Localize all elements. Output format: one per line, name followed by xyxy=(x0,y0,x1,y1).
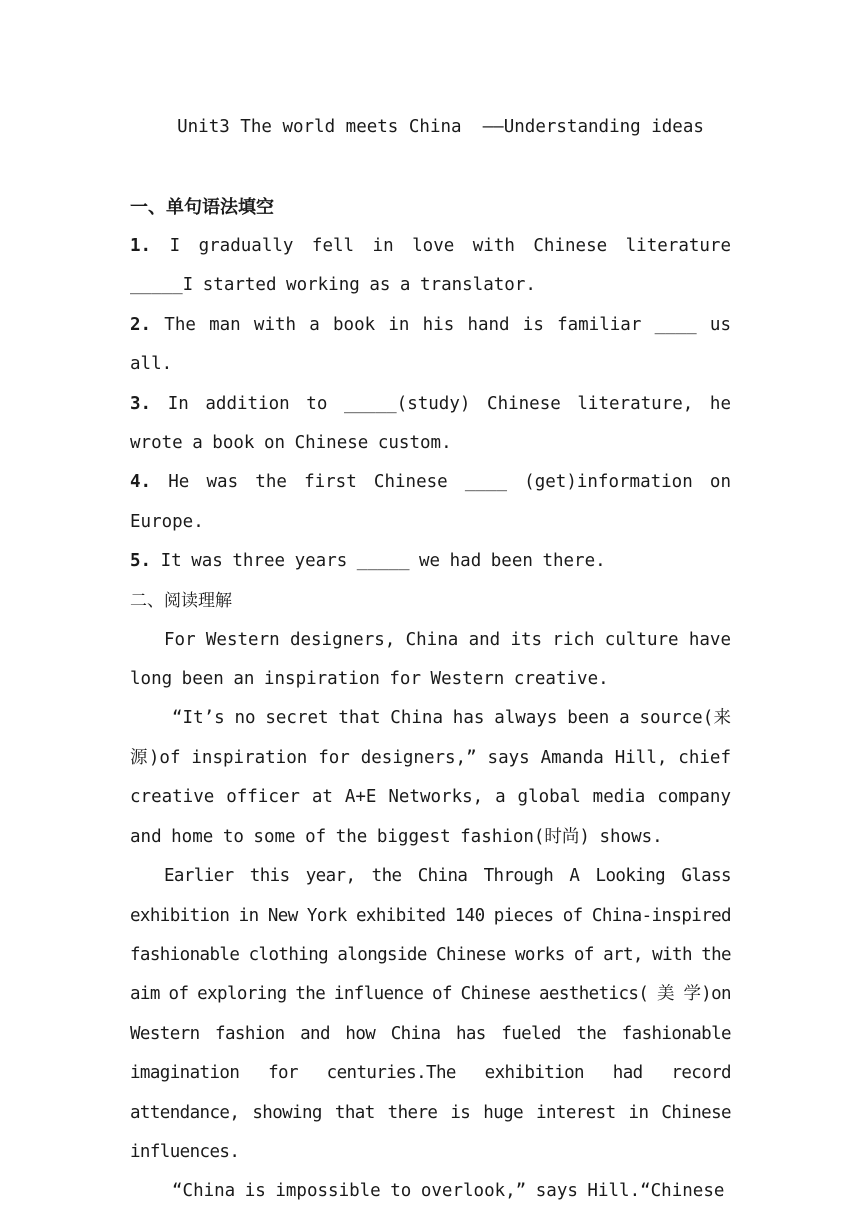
reading-paragraph: Earlier this year, the China Through A Looking Glass exhibition in New York exhibited 140 pieces of China-inspired fashionable clothing alongside Chinese works of art, with the aim of exploring the influence of Chinese aesthetics( 美 学)on Western fashion and how China has fueled the fashionable imagination for centuries.The exhibition had record attendance, showing that there is huge interest in Chinese influences. xyxy=(130,866,731,1162)
question-text: He was the first Chinese ____ (get)information on Europe. xyxy=(130,472,741,532)
question-item xyxy=(130,306,741,385)
question-item xyxy=(130,227,741,306)
question-item xyxy=(130,463,741,542)
section-heading-reading: 二、阅读理解 xyxy=(130,590,232,611)
question-number: 2. xyxy=(130,314,152,335)
question-item xyxy=(130,542,731,581)
section-heading-grammar: 一、单句语法填空 xyxy=(130,197,274,218)
question-text: In addition to _____(study) Chinese literature, he wrote a book on Chinese custom. xyxy=(130,393,741,454)
question-text: It was three years _____ we had been there. xyxy=(151,551,606,572)
question-number: 3. xyxy=(130,393,152,414)
question-number: 1. xyxy=(130,236,152,256)
reading-paragraph: For Western designers, China and its rich culture have long been an inspiration for Western creative. xyxy=(130,629,731,690)
document-title: Unit3 The world meets China ——Understanding ideas xyxy=(177,117,704,137)
reading-paragraph: “China is impossible to overlook,” says Hill.“Chinese xyxy=(172,1181,725,1202)
question-number: 5. xyxy=(130,551,152,572)
question-item xyxy=(130,385,741,464)
question-text: The man with a book in his hand is familiar ____ us all. xyxy=(130,314,741,375)
question-number: 4. xyxy=(130,472,152,493)
reading-paragraph: “It’s no secret that China has always been a source(来源)of inspiration for designers,” says Amanda Hill, chief creative officer at A+E Networks, a global media company and home to some of the biggest fashion(时尚) shows. xyxy=(130,708,731,847)
question-text: I gradually fell in love with Chinese literature _____I started working as a translator. xyxy=(130,236,741,296)
spacer xyxy=(130,147,731,188)
document-content xyxy=(130,107,741,1212)
